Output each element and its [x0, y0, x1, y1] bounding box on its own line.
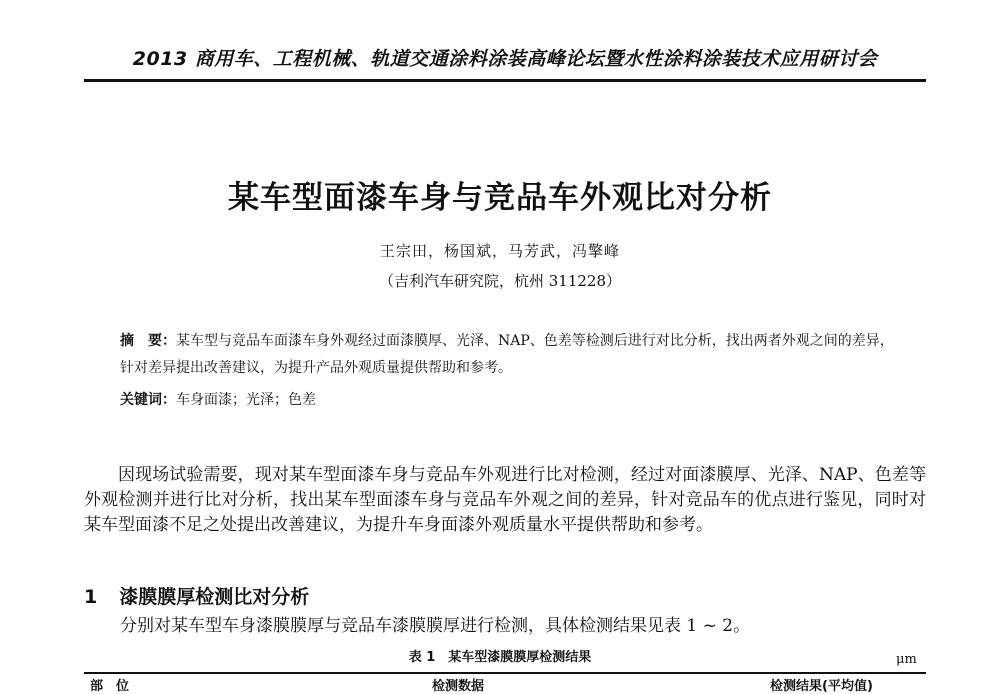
- section-paragraph: 分别对某车型车身漆膜膜厚与竞品车漆膜膜厚进行检测，具体检测结果见表 1 ~ 2。: [120, 616, 751, 636]
- authors: 王宗田，杨国斌，马芳武，冯擎峰: [379, 242, 620, 260]
- table-caption: 表 1 某车型漆膜膜厚检测结果: [408, 650, 592, 665]
- body-text: [84, 463, 926, 538]
- affiliation: （吉利汽车研究院，杭州 311228）: [378, 272, 622, 290]
- abstract-label: 摘 要：: [120, 333, 176, 349]
- running-header: 2013 商用车、工程机械、轨道交通涂料涂装高峰论坛暨水性涂料涂装技术应用研讨会: [132, 48, 878, 70]
- table-header-data: 检测数据: [432, 679, 485, 694]
- section-title: 漆膜膜厚检测比对分析: [119, 586, 310, 608]
- table-top-rule: [84, 672, 926, 674]
- section-number: 1: [84, 586, 98, 608]
- keywords: [120, 389, 900, 409]
- table-header-result: 检测结果(平均值): [770, 679, 873, 694]
- section-heading: [84, 582, 309, 609]
- intro-paragraph: 因现场试验需要，现对某车型面漆车身与竞品车外观进行比对检测，经过对面漆膜厚、光泽、NAP、色差等外观检测并进行比对分析，找出某车型面漆车身与竞品车外观之间的差异，针对竞品车的优点进行鉴见，同时对某车型面漆不足之处提出改善建议，为提升车身面漆外观质量水平提供帮助和参考。: [84, 465, 926, 535]
- article-title: 某车型面漆车身与竞品车外观比对分析: [228, 180, 772, 216]
- table-header-part: 部 位: [90, 679, 130, 694]
- header-rule: [84, 79, 926, 82]
- keywords-label: 关键词：: [120, 392, 176, 408]
- table-unit: μm: [896, 652, 917, 667]
- abstract: [120, 328, 900, 382]
- keywords-text: 车身面漆；光泽；色差: [176, 392, 316, 408]
- abstract-text: 某车型与竞品车面漆车身外观经过面漆膜厚、光泽、NAP、色差等检测后进行对比分析，找出两者外观之间的差异，针对差异提出改善建议，为提升产品外观质量提供帮助和参考。: [120, 333, 894, 376]
